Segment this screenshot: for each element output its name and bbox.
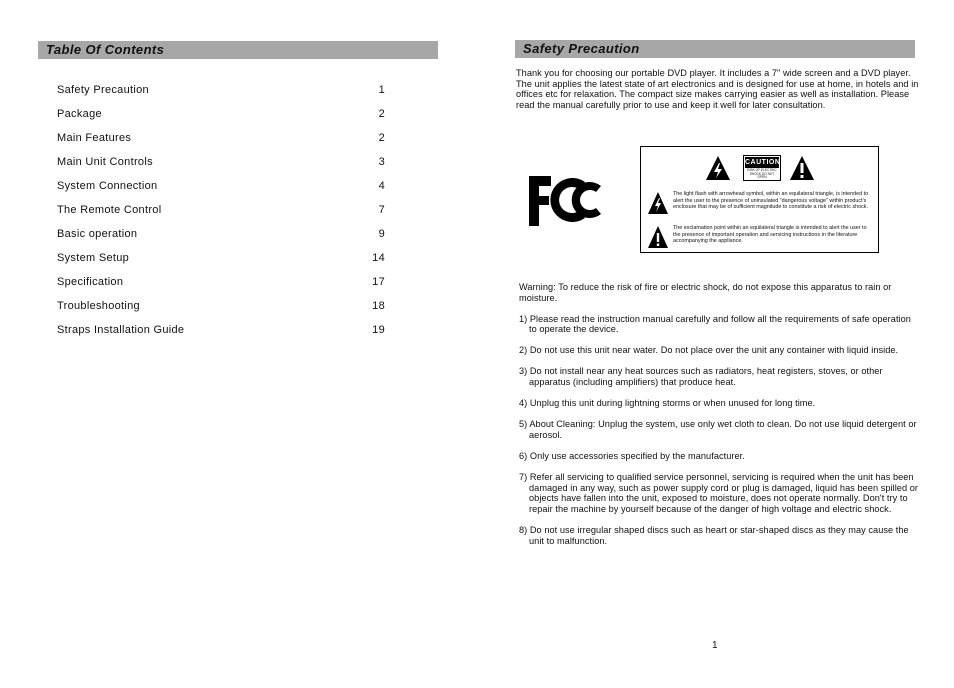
safety-item: 2) Do not use this unit near water. Do not place over the unit any container with liquid inside.: [519, 345, 899, 356]
toc-entry[interactable]: [57, 300, 397, 324]
toc-entry[interactable]: [57, 276, 397, 300]
lightning-explanation: [647, 191, 873, 219]
toc-entry[interactable]: [57, 108, 397, 132]
toc-entry-page: 9: [378, 228, 385, 240]
safety-item: 1) Please read the instruction manual carefully and follow all the requirements of safe operation to operate the device.: [519, 313, 911, 335]
toc-entry[interactable]: [57, 228, 397, 252]
toc-entry[interactable]: [57, 204, 397, 228]
safety-item: 5) About Cleaning: Unplug the system, use only wet cloth to clean. Do not use liquid detergent or aerosol.: [519, 419, 917, 440]
toc-entry[interactable]: [57, 156, 397, 180]
safety-item: 7) Refer all servicing to qualified service personnel, servicing is required when the unit has been damaged in any way, such as power supply cord or plug is damaged, liquid has been spilled or objects have fallen into the unit, exposed to moisture, does not operate normally. Don't try to repair the machine by yourself because of the danger of high voltage and electric shock.: [519, 472, 918, 514]
toc-entry-title: Troubleshooting: [57, 300, 140, 312]
toc-entry[interactable]: [57, 324, 397, 348]
exclamation-triangle-icon: [647, 225, 669, 249]
safety-item: 8) Do not use irregular shaped discs such as heart or star-shaped discs as they may cause the unit to malfunction.: [519, 524, 909, 546]
exclamation-triangle-icon: [789, 155, 815, 181]
safety-title: Safety Precaution: [523, 41, 640, 56]
exclamation-explanation: [647, 225, 873, 251]
intro-paragraph: Thank you for choosing our portable DVD player. It includes a 7" wide screen and a DVD player. The unit applies the latest state of art electronics and is designed for use at home, in hotels and in offices etc for relaxation. The compact size makes carrying easier as well as installation. Please read the manual carefully prior to use and keep it well for later consultation.: [516, 68, 919, 110]
caution-header: [705, 153, 815, 183]
toc-entry-title: Main Features: [57, 132, 132, 144]
caution-subtext: RISK OF ELECTRIC SHOCK DO NOT OPEN: [747, 168, 777, 180]
toc-entry-page: 4: [378, 180, 385, 192]
lightning-triangle-icon: [647, 191, 669, 215]
toc-entry-page: 17: [372, 276, 385, 288]
safety-item: 6) Only use accessories specified by the manufacturer.: [519, 450, 745, 461]
toc-header: [38, 41, 438, 59]
toc-entry-page: 19: [372, 324, 385, 336]
toc-entry-page: 7: [378, 204, 385, 216]
lightning-triangle-icon: [705, 155, 731, 181]
toc-entry[interactable]: [57, 84, 397, 108]
toc-title: Table Of Contents: [46, 42, 165, 57]
safety-item: 4) Unplug this unit during lightning storms or when unused for long time.: [519, 398, 816, 409]
caution-label: [743, 155, 781, 181]
toc-entry-title: Package: [57, 108, 102, 120]
toc-entry-title: Straps Installation Guide: [57, 324, 185, 336]
toc-entry-title: Specification: [57, 276, 124, 288]
caution-box: [640, 146, 879, 253]
fcc-logo: [527, 172, 609, 228]
warning-text: Warning: To reduce the risk of fire or electric shock, do not expose this apparatus to rain or moisture.: [519, 282, 892, 303]
page-number: 1: [712, 640, 718, 651]
safety-item: 3) Do not install near any heat sources such as radiators, heat registers, stoves, or other apparatus (including amplifiers) that produce heat.: [519, 366, 883, 388]
toc-entry-page: 2: [378, 108, 385, 120]
toc-entry-title: System Setup: [57, 252, 130, 264]
lightning-explanation-text: The light flash with arrowhead symbol, within an equilateral triangle, is intended to alert the user to the presence of uninsulated "dangerous voltage" within product's enclosure that may be of sufficient magnitude to constitute a risk of electric shock.: [673, 191, 869, 210]
toc-entry-title: Safety Precaution: [57, 84, 149, 96]
toc-entry[interactable]: [57, 132, 397, 156]
toc-entry-title: Basic operation: [57, 228, 138, 240]
toc-entry-page: 1: [378, 84, 385, 96]
toc-entry-title: Main Unit Controls: [57, 156, 153, 168]
toc-list: [57, 84, 397, 348]
safety-header: [515, 40, 915, 58]
toc-entry-title: System Connection: [57, 180, 158, 192]
toc-entry-page: 14: [372, 252, 385, 264]
exclamation-explanation-text: The exclamation point within an equilateral triangle is intended to alert the user to the presence of important operation and servicing instructions in the literature accompanying the appliance.: [673, 225, 867, 244]
safety-list: [519, 282, 921, 557]
toc-entry[interactable]: [57, 180, 397, 204]
caution-word: CAUTION: [745, 159, 781, 166]
toc-entry-page: 2: [378, 132, 385, 144]
toc-entry-page: 18: [372, 300, 385, 312]
toc-entry[interactable]: [57, 252, 397, 276]
toc-entry-title: The Remote Control: [57, 204, 162, 216]
toc-entry-page: 3: [378, 156, 385, 168]
